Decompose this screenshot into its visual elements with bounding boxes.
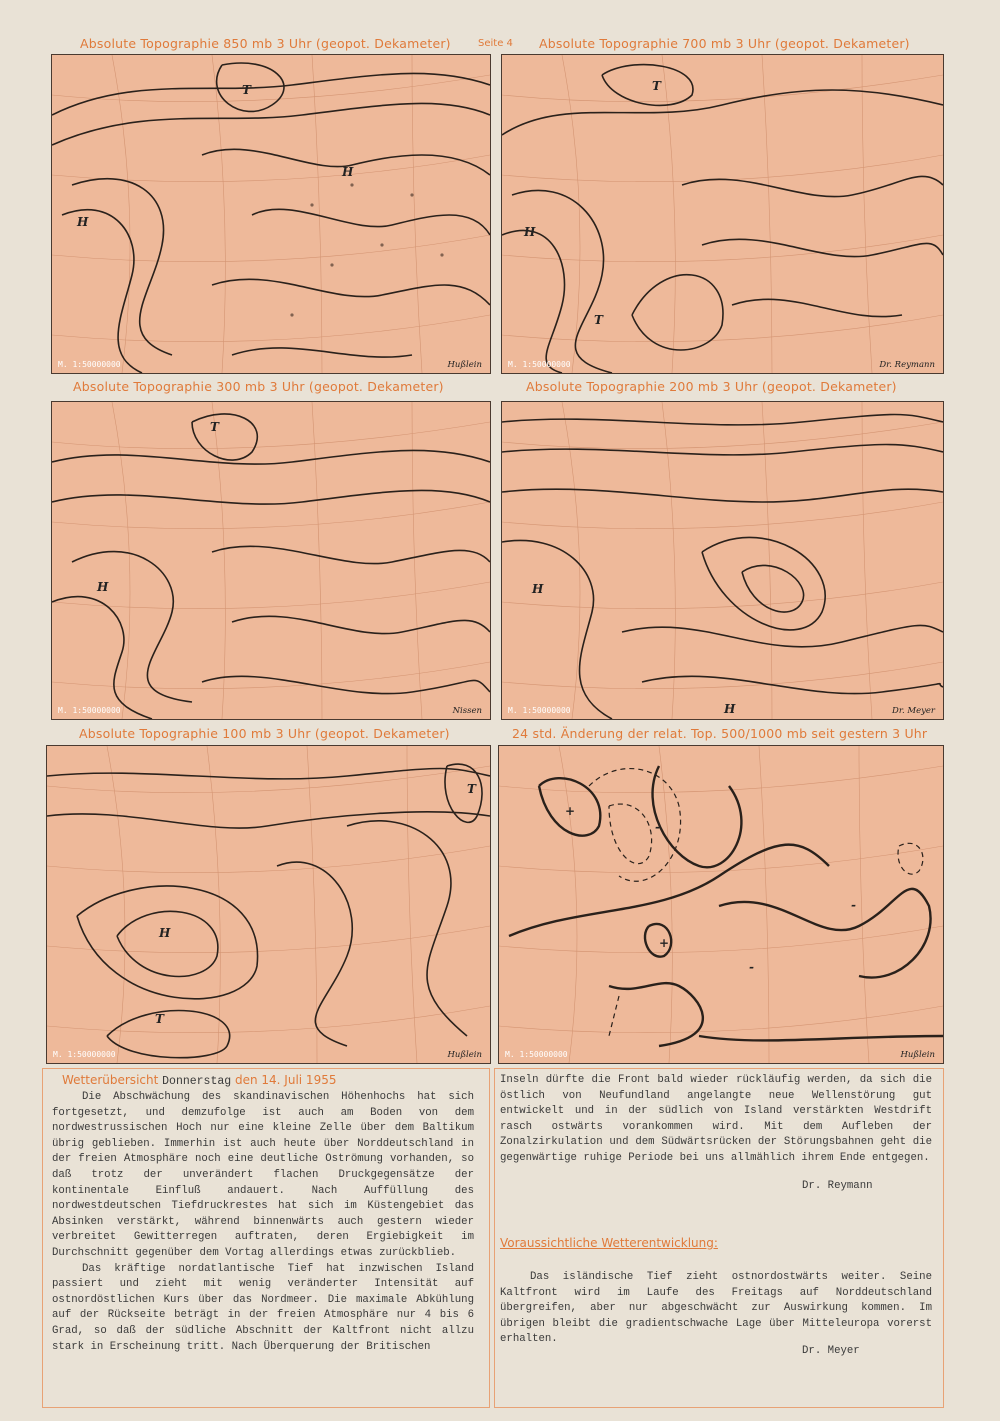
high-center-label: H xyxy=(77,215,89,229)
map-title-change: 24 std. Änderung der relat. Top. 500/1000 mb seit gestern 3 Uhr xyxy=(512,726,928,741)
low-center-label: T xyxy=(652,79,661,93)
overview-heading: Wetterübersicht xyxy=(62,1073,159,1087)
overview-day: Donnerstag xyxy=(162,1075,232,1088)
forecast-text-block xyxy=(500,1270,932,1348)
fall-center-label: - xyxy=(749,960,754,974)
map-850mb xyxy=(51,54,491,374)
map-signature: Hußlein xyxy=(447,1050,482,1060)
high-center-label: H xyxy=(724,702,736,716)
map-scale: M. 1:50000000 xyxy=(58,706,121,715)
fall-center-label: - xyxy=(655,820,660,834)
contour-lines-850 xyxy=(52,55,490,373)
map-signature: Hußlein xyxy=(900,1050,935,1060)
overview-heading-line xyxy=(62,1073,336,1088)
overview-continuation-text: Inseln dürfte die Front bald wieder rückläufig werden, da sich die östlich von Neufundland angelangte neue Wellenstörung gut entwickelt und in der südlich von Island verstärkten Westdrift rasch ostwärts vorankommen wird. Mit dem Aufleben der Zonalzirkulation und dem Südwärtsrücken der Störungsbahnen geht die gegenwärtige ruhige Periode bei uns allmählich ihrem Ende entgegen. xyxy=(500,1074,932,1164)
high-center-label: H xyxy=(524,225,536,239)
map-signature: Hußlein xyxy=(447,360,482,370)
overview-continuation xyxy=(500,1073,932,1167)
map-signature: Dr. Reymann xyxy=(879,360,935,370)
map-scale: M. 1:50000000 xyxy=(58,360,121,369)
map-300mb xyxy=(51,401,491,720)
map-24h-change xyxy=(498,745,944,1064)
high-center-label: H xyxy=(342,165,354,179)
high-center-label: H xyxy=(532,582,544,596)
map-scale: M. 1:50000000 xyxy=(508,360,571,369)
low-center-label: T xyxy=(210,420,219,434)
map-title-850: Absolute Topographie 850 mb 3 Uhr (geopot. Dekameter) xyxy=(80,36,451,51)
map-title-300: Absolute Topographie 300 mb 3 Uhr (geopot. Dekameter) xyxy=(73,379,444,394)
contour-lines-700 xyxy=(502,55,943,373)
rise-center-label: + xyxy=(659,936,670,950)
map-scale: M. 1:50000000 xyxy=(505,1050,568,1059)
map-scale: M. 1:50000000 xyxy=(508,706,571,715)
overview-text xyxy=(52,1090,474,1355)
map-700mb xyxy=(501,54,944,374)
forecast-author: Dr. Meyer xyxy=(802,1345,860,1357)
map-200mb xyxy=(501,401,944,720)
map-scale: M. 1:50000000 xyxy=(53,1050,116,1059)
map-signature: Nissen xyxy=(452,706,482,716)
high-center-label: H xyxy=(159,926,171,940)
low-center-label: T xyxy=(467,782,476,796)
map-title-200: Absolute Topographie 200 mb 3 Uhr (geopot. Dekameter) xyxy=(526,379,897,394)
contour-lines-200 xyxy=(502,402,943,719)
overview-author: Dr. Reymann xyxy=(802,1180,873,1192)
contour-lines-100 xyxy=(47,746,490,1063)
low-center-label: T xyxy=(594,313,603,327)
fall-center-label: - xyxy=(851,898,856,912)
forecast-text: Das isländische Tief zieht ostnordostwärts weiter. Seine Kaltfront wird im Laufe des Freitags auf Norddeutschland übergreifen, aber nur abgeschwächt zur Auswirkung kommen. Im übrigen bleibt die gradientschwache Lage über Mitteleuropa vorerst erhalten. xyxy=(500,1271,932,1346)
page-number: Seite 4 xyxy=(478,38,513,49)
map-title-700: Absolute Topographie 700 mb 3 Uhr (geopot. Dekameter) xyxy=(539,36,910,51)
overview-paragraph-1: Die Abschwächung des skandinavischen Höhenhochs hat sich fortgesetzt, und demzufolge ist auch am Boden von dem nordwestrussischen Hoch nur eine kleine Zelle über dem Baltikum übrig geblieben. Immerhin ist auch heute über Norddeutschland in der freien Atmosphäre noch eine deutliche Oströmung vorhanden, so daß trotz der unverändert flachen Druckgegensätze der kontinentale Einfluß andauert. Nach Auffüllung des nordwestdeutschen Tiefdruckrestes hat sich im Küstengebiet das Absinken verstärkt, während binnenwärts auch gestern wieder verbreitet Gewitterregen auftraten, deren Ergiebigkeit im Durchschnitt gegenüber dem Vortag allerdings etwas zurückblieb. xyxy=(52,1091,474,1259)
overview-paragraph-2: Das kräftige nordatlantische Tief hat inzwischen Island passiert und zieht mit wenig veränderter Intensität auf ostnordöstlichen Kurs über das Nordmeer. Die maximale Abkühlung auf der Rückseite beträgt in der freien Atmosphäre nur 4 bis 6 Grad, so daß der südliche Abschnitt der Kaltfront nicht allzu stark in Erscheinung tritt. Nach Überquerung der Britischen xyxy=(52,1262,474,1353)
map-title-100: Absolute Topographie 100 mb 3 Uhr (geopot. Dekameter) xyxy=(79,726,450,741)
high-center-label: H xyxy=(97,580,109,594)
low-center-label: T xyxy=(242,83,251,97)
map-signature: Dr. Meyer xyxy=(892,706,935,716)
forecast-heading: Voraussichtliche Wetterentwicklung: xyxy=(500,1236,718,1250)
rise-center-label: + xyxy=(565,804,576,818)
low-center-label: T xyxy=(155,1012,164,1026)
contour-lines-change xyxy=(499,746,943,1063)
contour-lines-300 xyxy=(52,402,490,719)
map-100mb xyxy=(46,745,491,1064)
overview-date: den 14. Juli 1955 xyxy=(234,1073,337,1087)
